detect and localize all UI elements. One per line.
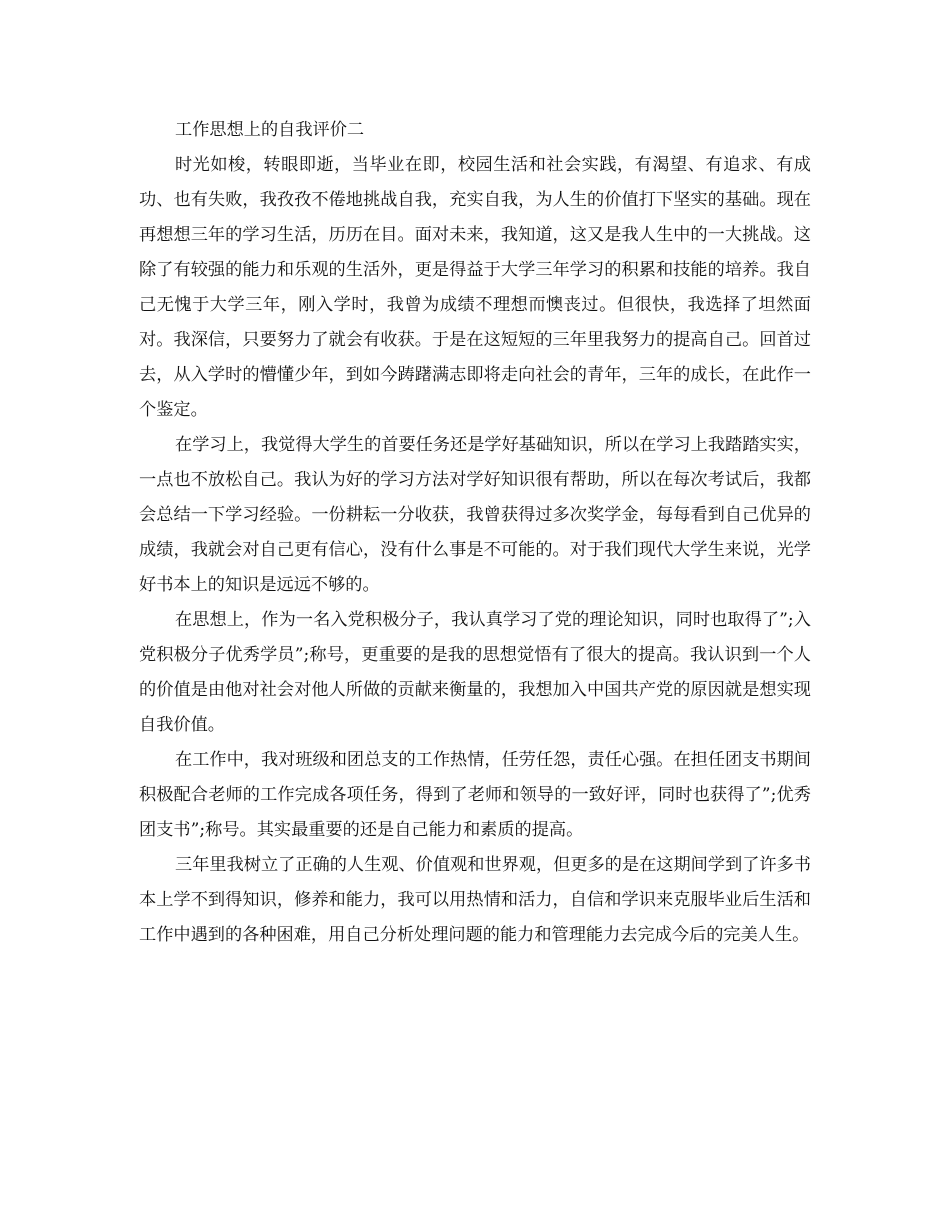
paragraph-thought: 在思想上，作为一名入党积极分子，我认真学习了党的理论知识，同时也取得了”;入党积极分子优秀学员”;称号，更重要的是我的思想觉悟有了很大的提高。我认识到一个人的价值是由他对社会对他人所做的贡献来衡量的，我想加入中国共产党的原因就是想实现自我价值。 <box>139 610 811 735</box>
paragraph-conclusion: 三年里我树立了正确的人生观、价值观和世界观，但更多的是在这期间学到了许多书本上学不到得知识，修养和能力，我可以用热情和活力，自信和学识来克服毕业后生活和工作中遇到的各种困难，用自己分析处理问题的能力和管理能力去完成今后的完美人生。 <box>139 855 811 945</box>
document-body <box>139 116 811 953</box>
paragraph-study: 在学习上，我觉得大学生的首要任务还是学好基础知识，所以在学习上我踏踏实实，一点也不放松自己。我认为好的学习方法对学好知识很有帮助，所以在每次考试后，我都会总结一下学习经验。一份耕耘一分收获，我曾获得过多次奖学金，每每看到自己优异的成绩，我就会对自己更有信心，没有什么事是不可能的。对于我们现代大学生来说，光学好书本上的知识是远远不够的。 <box>139 435 811 595</box>
document-title: 工作思想上的自我评价二 <box>175 120 365 140</box>
paragraph-intro: 时光如梭，转眼即逝，当毕业在即，校园生活和社会实践，有渴望、有追求、有成功、也有失败，我孜孜不倦地挑战自我，充实自我，为人生的价值打下坚实的基础。现在再想想三年的学习生活，历历在目。面对未来，我知道，这又是我人生中的一大挑战。这除了有较强的能力和乐观的生活外，更是得益于大学三年学习的积累和技能的培养。我自己无愧于大学三年，刚入学时，我曾为成绩不理想而懊丧过。但很快，我选择了坦然面对。我深信，只要努力了就会有收获。于是在这短短的三年里我努力的提高自己。回首过去，从入学时的懵懂少年，到如今踌躇满志即将走向社会的青年，三年的成长，在此作一个鉴定。 <box>139 155 811 420</box>
paragraph-work: 在工作中，我对班级和团总支的工作热情，任劳任怨，责任心强。在担任团支书期间积极配合老师的工作完成各项任务，得到了老师和领导的一致好评，同时也获得了”;优秀团支书”;称号。其实最重要的还是自己能力和素质的提高。 <box>139 750 811 840</box>
